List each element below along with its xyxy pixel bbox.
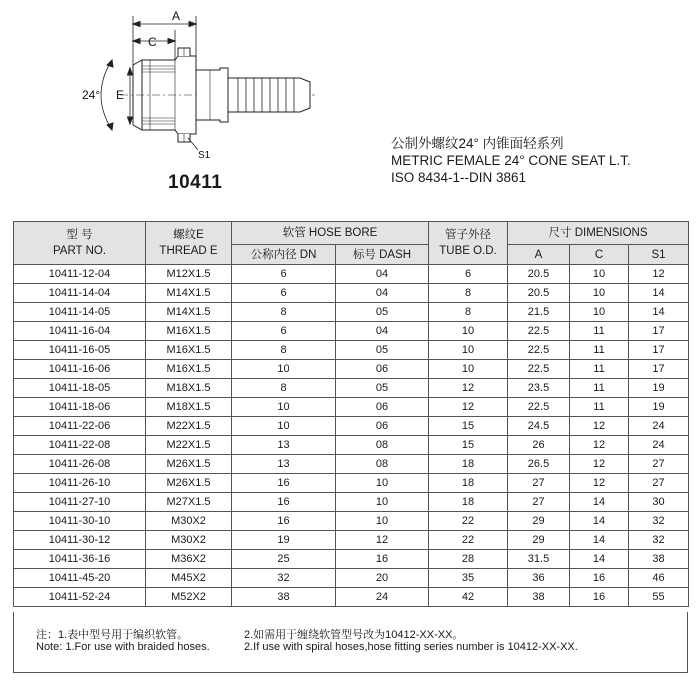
cell-thread: M12X1.5 bbox=[146, 265, 232, 284]
table-row bbox=[14, 550, 689, 569]
table-row bbox=[14, 455, 689, 474]
cell-dim-s1: 27 bbox=[629, 474, 689, 493]
cell-part-no: 10411-52-24 bbox=[14, 588, 146, 607]
cell-dim-s1: 24 bbox=[629, 436, 689, 455]
cell-dash: 06 bbox=[336, 417, 429, 436]
header-tube-en: TUBE O.D. bbox=[439, 245, 497, 257]
cell-dn: 25 bbox=[232, 550, 336, 569]
table-row bbox=[14, 265, 689, 284]
cell-tube-od: 18 bbox=[429, 493, 508, 512]
cell-dim-a: 36 bbox=[508, 569, 570, 588]
cell-dn: 6 bbox=[232, 322, 336, 341]
header-thread-en: THREAD E bbox=[159, 245, 218, 257]
table-row bbox=[14, 322, 689, 341]
cell-thread: M16X1.5 bbox=[146, 322, 232, 341]
cell-thread: M26X1.5 bbox=[146, 455, 232, 474]
table-row bbox=[14, 531, 689, 550]
cell-dim-a: 20.5 bbox=[508, 265, 570, 284]
cell-dash: 06 bbox=[336, 360, 429, 379]
cell-dim-s1: 30 bbox=[629, 493, 689, 512]
cell-dim-a: 38 bbox=[508, 588, 570, 607]
cell-dim-c: 11 bbox=[570, 398, 629, 417]
cell-dash: 12 bbox=[336, 531, 429, 550]
cell-dim-a: 29 bbox=[508, 512, 570, 531]
cell-dim-s1: 17 bbox=[629, 341, 689, 360]
cell-dim-c: 14 bbox=[570, 512, 629, 531]
cell-dim-c: 10 bbox=[570, 284, 629, 303]
header-thread bbox=[146, 222, 232, 265]
cell-dim-a: 24.5 bbox=[508, 417, 570, 436]
note-en-2: 2.If use with spiral hoses,hose fitting series number is 10412-XX-XX. bbox=[244, 641, 578, 653]
dim-s1-label: S1 bbox=[198, 150, 211, 161]
cell-dim-s1: 32 bbox=[629, 512, 689, 531]
cell-thread: M16X1.5 bbox=[146, 341, 232, 360]
cell-thread: M14X1.5 bbox=[146, 284, 232, 303]
dimensions-table-wrapper bbox=[13, 221, 688, 607]
cell-part-no: 10411-12-04 bbox=[14, 265, 146, 284]
cell-dash: 10 bbox=[336, 493, 429, 512]
cell-dim-s1: 19 bbox=[629, 379, 689, 398]
cell-dn: 13 bbox=[232, 455, 336, 474]
cell-dim-a: 20.5 bbox=[508, 284, 570, 303]
cell-part-no: 10411-26-08 bbox=[14, 455, 146, 474]
cell-dash: 05 bbox=[336, 341, 429, 360]
note-zh-1: 注：1.表中型号用于编织软管。 bbox=[36, 629, 189, 641]
cell-thread: M52X2 bbox=[146, 588, 232, 607]
note-en-1: Note: 1.For use with braided hoses. bbox=[36, 641, 210, 653]
table-row bbox=[14, 417, 689, 436]
cell-dim-s1: 17 bbox=[629, 360, 689, 379]
cell-dim-c: 11 bbox=[570, 360, 629, 379]
cell-dim-a: 26 bbox=[508, 436, 570, 455]
cell-dn: 32 bbox=[232, 569, 336, 588]
cell-dim-a: 22.5 bbox=[508, 341, 570, 360]
cell-dn: 10 bbox=[232, 360, 336, 379]
angle-label: 24° bbox=[82, 88, 101, 102]
cell-tube-od: 28 bbox=[429, 550, 508, 569]
cell-tube-od: 42 bbox=[429, 588, 508, 607]
cell-dim-a: 27 bbox=[508, 493, 570, 512]
cell-dn: 10 bbox=[232, 417, 336, 436]
cell-dn: 8 bbox=[232, 341, 336, 360]
cell-tube-od: 35 bbox=[429, 569, 508, 588]
cell-dim-c: 16 bbox=[570, 588, 629, 607]
table-row bbox=[14, 569, 689, 588]
cell-dn: 19 bbox=[232, 531, 336, 550]
table-row bbox=[14, 436, 689, 455]
cell-dim-a: 23.5 bbox=[508, 379, 570, 398]
cell-dash: 05 bbox=[336, 379, 429, 398]
cell-tube-od: 18 bbox=[429, 455, 508, 474]
part-code: 10411 bbox=[168, 172, 223, 193]
cell-tube-od: 10 bbox=[429, 360, 508, 379]
cell-dn: 8 bbox=[232, 379, 336, 398]
cell-dim-s1: 32 bbox=[629, 531, 689, 550]
cell-part-no: 10411-45-20 bbox=[14, 569, 146, 588]
cell-dim-c: 11 bbox=[570, 341, 629, 360]
title-en-standard: ISO 8434-1--DIN 3861 bbox=[391, 170, 527, 185]
table-row bbox=[14, 341, 689, 360]
table-row bbox=[14, 303, 689, 322]
cell-dim-a: 26.5 bbox=[508, 455, 570, 474]
title-zh: 公制外螺纹24° 内锥面轻系列 bbox=[391, 136, 564, 151]
table-row bbox=[14, 379, 689, 398]
cell-thread: M22X1.5 bbox=[146, 417, 232, 436]
cell-dim-c: 11 bbox=[570, 379, 629, 398]
table-row bbox=[14, 474, 689, 493]
header-thread-zh: 螺纹E bbox=[173, 229, 204, 241]
dimensions-table bbox=[13, 221, 689, 607]
header-tube-zh: 管子外径 bbox=[445, 229, 492, 241]
cell-dn: 8 bbox=[232, 303, 336, 322]
header-dimensions: 尺寸 DIMENSIONS bbox=[508, 222, 689, 245]
cell-dim-c: 12 bbox=[570, 474, 629, 493]
cell-dn: 16 bbox=[232, 512, 336, 531]
table-row bbox=[14, 512, 689, 531]
cell-thread: M30X2 bbox=[146, 531, 232, 550]
cell-dash: 08 bbox=[336, 436, 429, 455]
cell-dim-c: 14 bbox=[570, 493, 629, 512]
table-row bbox=[14, 398, 689, 417]
cell-part-no: 10411-16-06 bbox=[14, 360, 146, 379]
header-part-en: PART NO. bbox=[52, 245, 107, 257]
cell-tube-od: 22 bbox=[429, 531, 508, 550]
table-row bbox=[14, 493, 689, 512]
cell-part-no: 10411-16-04 bbox=[14, 322, 146, 341]
dim-c-label: C bbox=[148, 35, 157, 49]
cell-thread: M30X2 bbox=[146, 512, 232, 531]
cell-dim-s1: 55 bbox=[629, 588, 689, 607]
cell-part-no: 10411-16-05 bbox=[14, 341, 146, 360]
cell-thread: M26X1.5 bbox=[146, 474, 232, 493]
cell-tube-od: 12 bbox=[429, 398, 508, 417]
cell-dash: 06 bbox=[336, 398, 429, 417]
cell-part-no: 10411-14-04 bbox=[14, 284, 146, 303]
header-dash: 标号 DASH bbox=[336, 245, 429, 265]
header-dim-s1: S1 bbox=[629, 245, 689, 265]
cell-dn: 38 bbox=[232, 588, 336, 607]
cell-dim-s1: 17 bbox=[629, 322, 689, 341]
cell-part-no: 10411-14-05 bbox=[14, 303, 146, 322]
table-row bbox=[14, 588, 689, 607]
cell-dim-c: 16 bbox=[570, 569, 629, 588]
cell-thread: M22X1.5 bbox=[146, 436, 232, 455]
cell-dim-s1: 12 bbox=[629, 265, 689, 284]
cell-thread: M27X1.5 bbox=[146, 493, 232, 512]
cell-dash: 04 bbox=[336, 322, 429, 341]
cell-dim-s1: 14 bbox=[629, 284, 689, 303]
cell-thread: M16X1.5 bbox=[146, 360, 232, 379]
notes-box bbox=[13, 612, 688, 673]
cell-tube-od: 12 bbox=[429, 379, 508, 398]
cell-thread: M36X2 bbox=[146, 550, 232, 569]
header-dim-a: A bbox=[508, 245, 570, 265]
header-tube-od bbox=[429, 222, 508, 265]
cell-dim-c: 10 bbox=[570, 265, 629, 284]
cell-dim-a: 22.5 bbox=[508, 360, 570, 379]
cell-dash: 20 bbox=[336, 569, 429, 588]
cell-dn: 6 bbox=[232, 284, 336, 303]
cell-part-no: 10411-36-16 bbox=[14, 550, 146, 569]
header-dn: 公称内径 DN bbox=[232, 245, 336, 265]
table-row bbox=[14, 360, 689, 379]
cell-dim-a: 29 bbox=[508, 531, 570, 550]
cell-dash: 04 bbox=[336, 284, 429, 303]
cell-part-no: 10411-18-05 bbox=[14, 379, 146, 398]
cell-part-no: 10411-26-10 bbox=[14, 474, 146, 493]
cell-dim-c: 12 bbox=[570, 417, 629, 436]
cell-thread: M14X1.5 bbox=[146, 303, 232, 322]
cell-tube-od: 15 bbox=[429, 436, 508, 455]
cell-dim-s1: 27 bbox=[629, 455, 689, 474]
table-row bbox=[14, 284, 689, 303]
cell-part-no: 10411-18-06 bbox=[14, 398, 146, 417]
cell-dim-c: 10 bbox=[570, 303, 629, 322]
title-block bbox=[391, 135, 631, 186]
cell-part-no: 10411-30-10 bbox=[14, 512, 146, 531]
cell-dim-c: 14 bbox=[570, 550, 629, 569]
cell-dim-s1: 38 bbox=[629, 550, 689, 569]
cell-thread: M45X2 bbox=[146, 569, 232, 588]
cell-tube-od: 18 bbox=[429, 474, 508, 493]
cell-dim-c: 12 bbox=[570, 436, 629, 455]
title-en-metric: METRIC FEMALE 24° CONE SEAT L.T. bbox=[391, 153, 631, 168]
cell-tube-od: 8 bbox=[429, 303, 508, 322]
cell-dim-s1: 14 bbox=[629, 303, 689, 322]
cell-dash: 04 bbox=[336, 265, 429, 284]
cell-part-no: 10411-22-08 bbox=[14, 436, 146, 455]
cell-tube-od: 22 bbox=[429, 512, 508, 531]
cell-dash: 24 bbox=[336, 588, 429, 607]
cell-dash: 10 bbox=[336, 474, 429, 493]
cell-dim-a: 21.5 bbox=[508, 303, 570, 322]
cell-dash: 10 bbox=[336, 512, 429, 531]
cell-dn: 6 bbox=[232, 265, 336, 284]
cell-dim-c: 11 bbox=[570, 322, 629, 341]
cell-dash: 05 bbox=[336, 303, 429, 322]
cell-dim-s1: 24 bbox=[629, 417, 689, 436]
cell-dim-a: 31.5 bbox=[508, 550, 570, 569]
note-zh-2: 2.如需用于缠绕软管型号改为10412-XX-XX。 bbox=[244, 629, 464, 641]
cell-tube-od: 8 bbox=[429, 284, 508, 303]
cell-dn: 16 bbox=[232, 493, 336, 512]
dim-a-label: A bbox=[172, 9, 181, 23]
cell-part-no: 10411-22-06 bbox=[14, 417, 146, 436]
cell-dn: 13 bbox=[232, 436, 336, 455]
cell-dim-s1: 19 bbox=[629, 398, 689, 417]
cell-thread: M18X1.5 bbox=[146, 379, 232, 398]
cell-part-no: 10411-27-10 bbox=[14, 493, 146, 512]
cell-thread: M18X1.5 bbox=[146, 398, 232, 417]
fitting-drawing bbox=[60, 8, 330, 168]
header-part-no bbox=[14, 222, 146, 265]
cell-dim-c: 12 bbox=[570, 455, 629, 474]
cell-dash: 16 bbox=[336, 550, 429, 569]
cell-dn: 10 bbox=[232, 398, 336, 417]
cell-dim-s1: 46 bbox=[629, 569, 689, 588]
header-hose-bore: 软管 HOSE BORE bbox=[232, 222, 429, 245]
table-body bbox=[14, 265, 689, 607]
header-part-zh: 型 号 bbox=[66, 229, 93, 241]
cell-dim-c: 14 bbox=[570, 531, 629, 550]
cell-tube-od: 10 bbox=[429, 322, 508, 341]
cell-dn: 16 bbox=[232, 474, 336, 493]
cell-dim-a: 27 bbox=[508, 474, 570, 493]
cell-dash: 08 bbox=[336, 455, 429, 474]
cell-dim-a: 22.5 bbox=[508, 322, 570, 341]
cell-tube-od: 6 bbox=[429, 265, 508, 284]
cell-tube-od: 15 bbox=[429, 417, 508, 436]
cell-part-no: 10411-30-12 bbox=[14, 531, 146, 550]
header-dim-c: C bbox=[570, 245, 629, 265]
dim-e-label: E bbox=[116, 88, 125, 102]
cell-dim-a: 22.5 bbox=[508, 398, 570, 417]
cell-tube-od: 10 bbox=[429, 341, 508, 360]
